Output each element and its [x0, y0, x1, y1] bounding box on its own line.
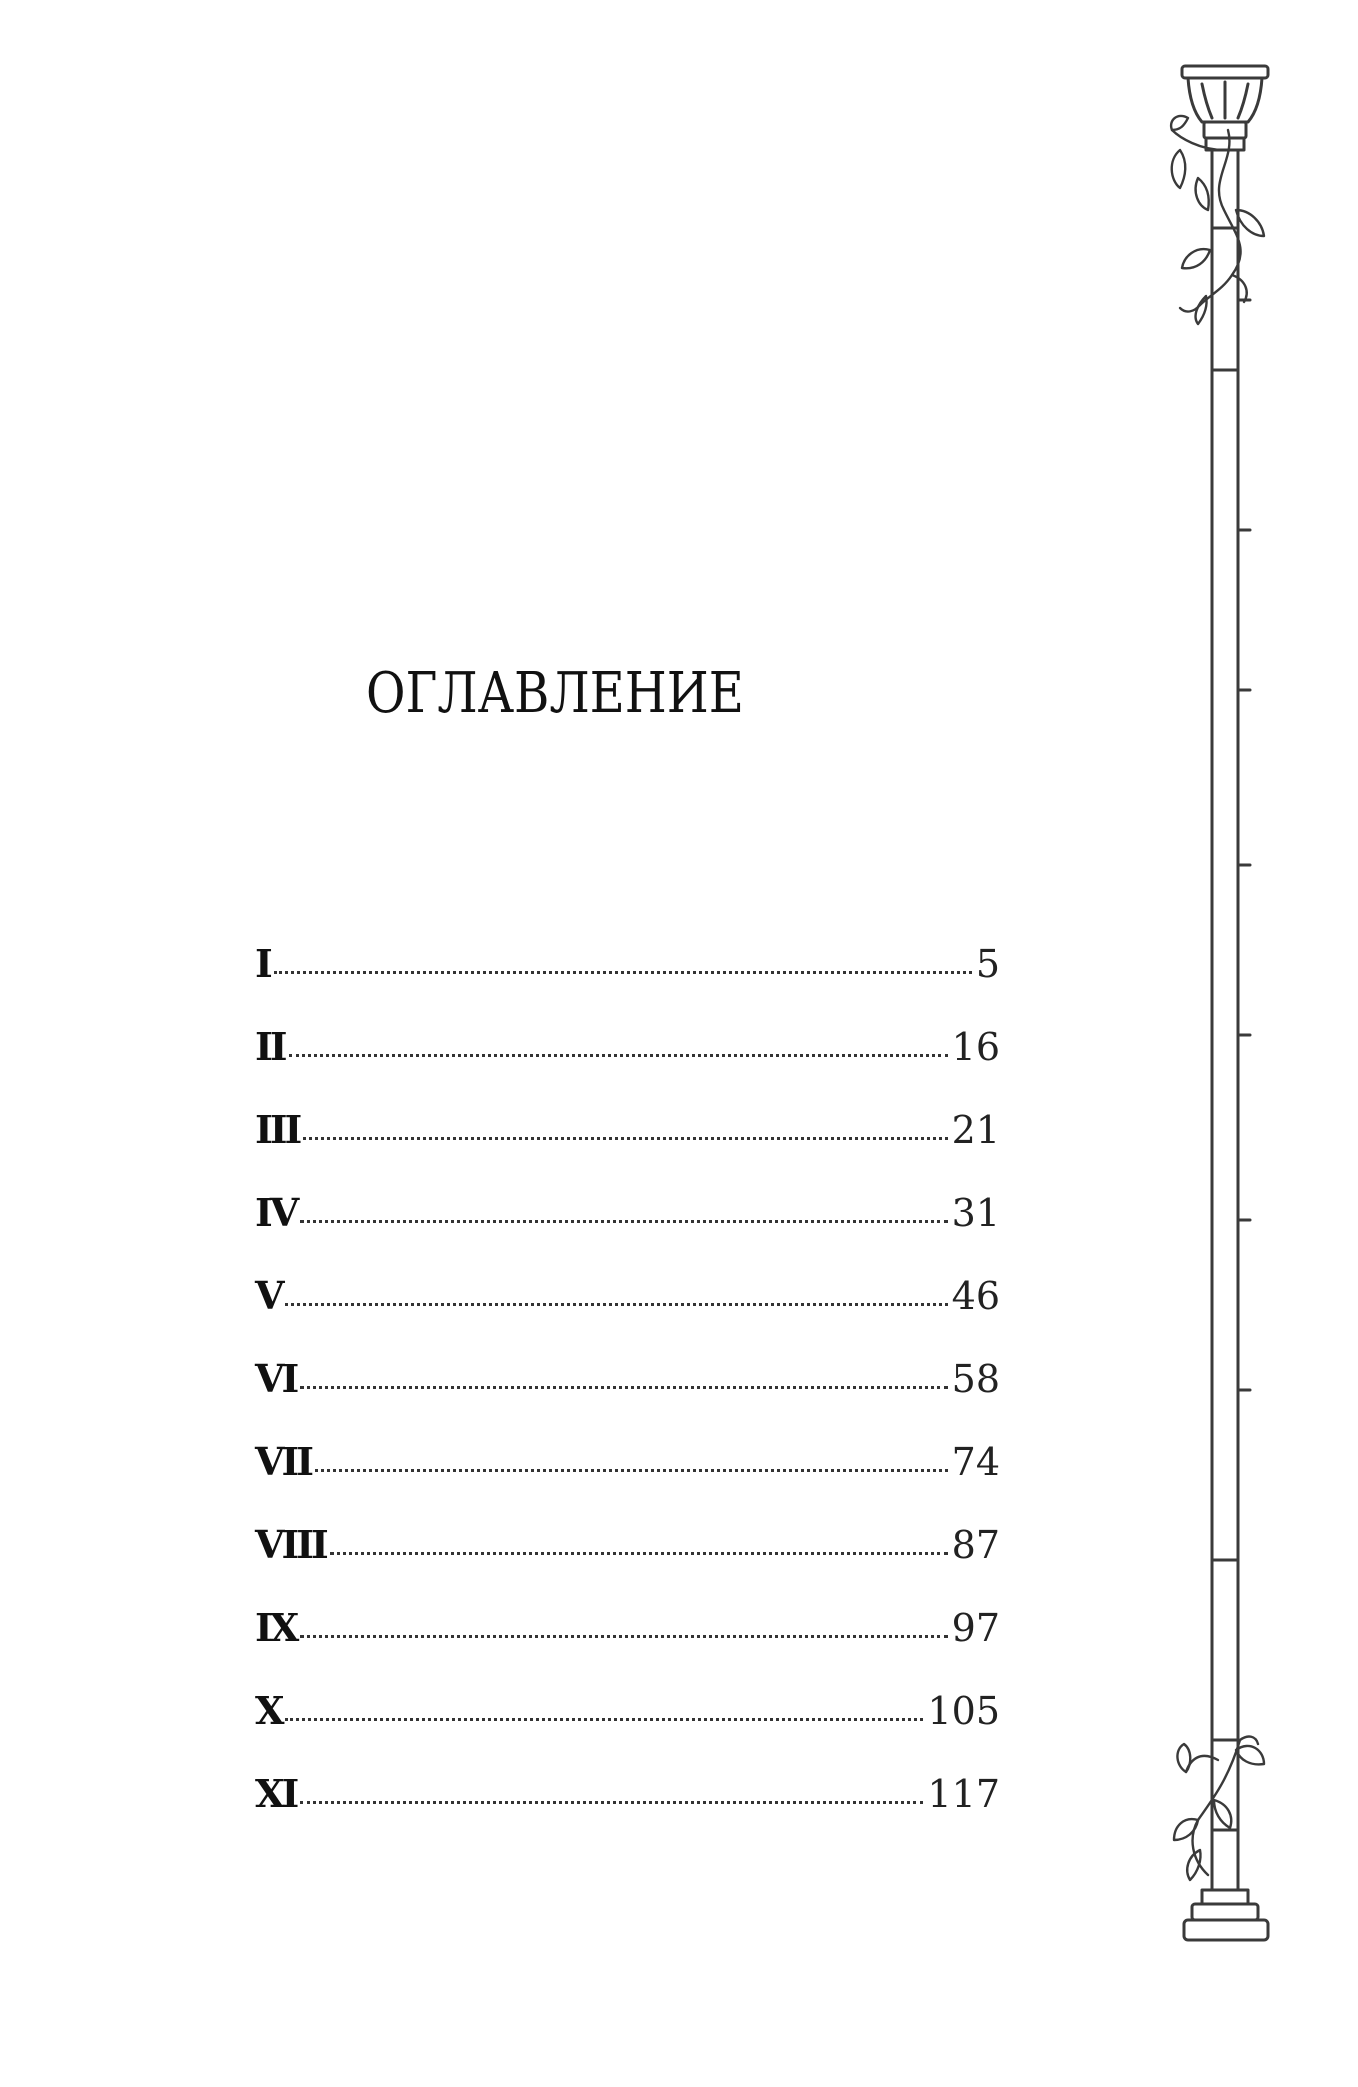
toc-page-number: 46 — [951, 1274, 1000, 1318]
toc-chapter-number: IX — [255, 1605, 297, 1650]
toc-chapter-number: VII — [255, 1439, 312, 1484]
toc-entry-2[interactable] — [255, 1024, 1000, 1111]
toc-chapter-number: X — [255, 1688, 282, 1733]
column-capital-icon — [1182, 66, 1268, 150]
column-shaft-icon — [1212, 150, 1250, 1890]
toc-leader-dots — [303, 1137, 947, 1140]
toc-page-number: 97 — [951, 1606, 1000, 1650]
toc-chapter-number: II — [255, 1024, 285, 1069]
toc-page-number: 74 — [951, 1440, 1000, 1484]
toc-leader-dots — [300, 1801, 923, 1804]
toc-entry-9[interactable] — [255, 1605, 1000, 1692]
toc-page-number: 105 — [927, 1689, 1000, 1733]
toc-chapter-number: VIII — [255, 1522, 326, 1567]
toc-chapter-number: VI — [255, 1356, 297, 1401]
toc-entry-1[interactable] — [255, 941, 1000, 1028]
toc-page-number: 117 — [927, 1772, 1000, 1816]
toc-chapter-number: XI — [255, 1771, 297, 1816]
toc-page-number: 87 — [951, 1523, 1000, 1567]
toc-chapter-number: I — [255, 941, 270, 986]
toc-page-number: 5 — [975, 942, 1000, 986]
vine-top-icon — [1171, 116, 1264, 324]
toc-entry-11[interactable] — [255, 1771, 1000, 1858]
column-base-icon — [1184, 1890, 1268, 1940]
page-title: ОГЛАВЛЕНИЕ — [366, 660, 744, 726]
toc-leader-dots — [315, 1469, 948, 1472]
toc-entry-7[interactable] — [255, 1439, 1000, 1526]
toc-chapter-number: IV — [255, 1190, 297, 1235]
toc-leader-dots — [330, 1552, 948, 1555]
toc-leader-dots — [285, 1303, 947, 1306]
table-of-contents — [255, 941, 1000, 1858]
toc-chapter-number: V — [255, 1273, 282, 1318]
toc-entry-3[interactable] — [255, 1107, 1000, 1194]
toc-leader-dots — [300, 1386, 947, 1389]
toc-leader-dots — [274, 971, 972, 974]
toc-page-number: 58 — [951, 1357, 1000, 1401]
vine-bottom-icon — [1174, 1737, 1264, 1880]
toc-entry-4[interactable] — [255, 1190, 1000, 1277]
toc-leader-dots — [289, 1054, 948, 1057]
toc-entry-8[interactable] — [255, 1522, 1000, 1609]
toc-page-number: 31 — [951, 1191, 1000, 1235]
toc-entry-6[interactable] — [255, 1356, 1000, 1443]
toc-leader-dots — [300, 1220, 947, 1223]
toc-page-number: 16 — [951, 1025, 1000, 1069]
toc-entry-10[interactable] — [255, 1688, 1000, 1775]
toc-entry-5[interactable] — [255, 1273, 1000, 1360]
toc-leader-dots — [285, 1718, 923, 1721]
toc-leader-dots — [300, 1635, 947, 1638]
column-with-vine-icon — [1140, 60, 1280, 1980]
toc-chapter-number: III — [255, 1107, 300, 1152]
toc-page-number: 21 — [951, 1108, 1000, 1152]
